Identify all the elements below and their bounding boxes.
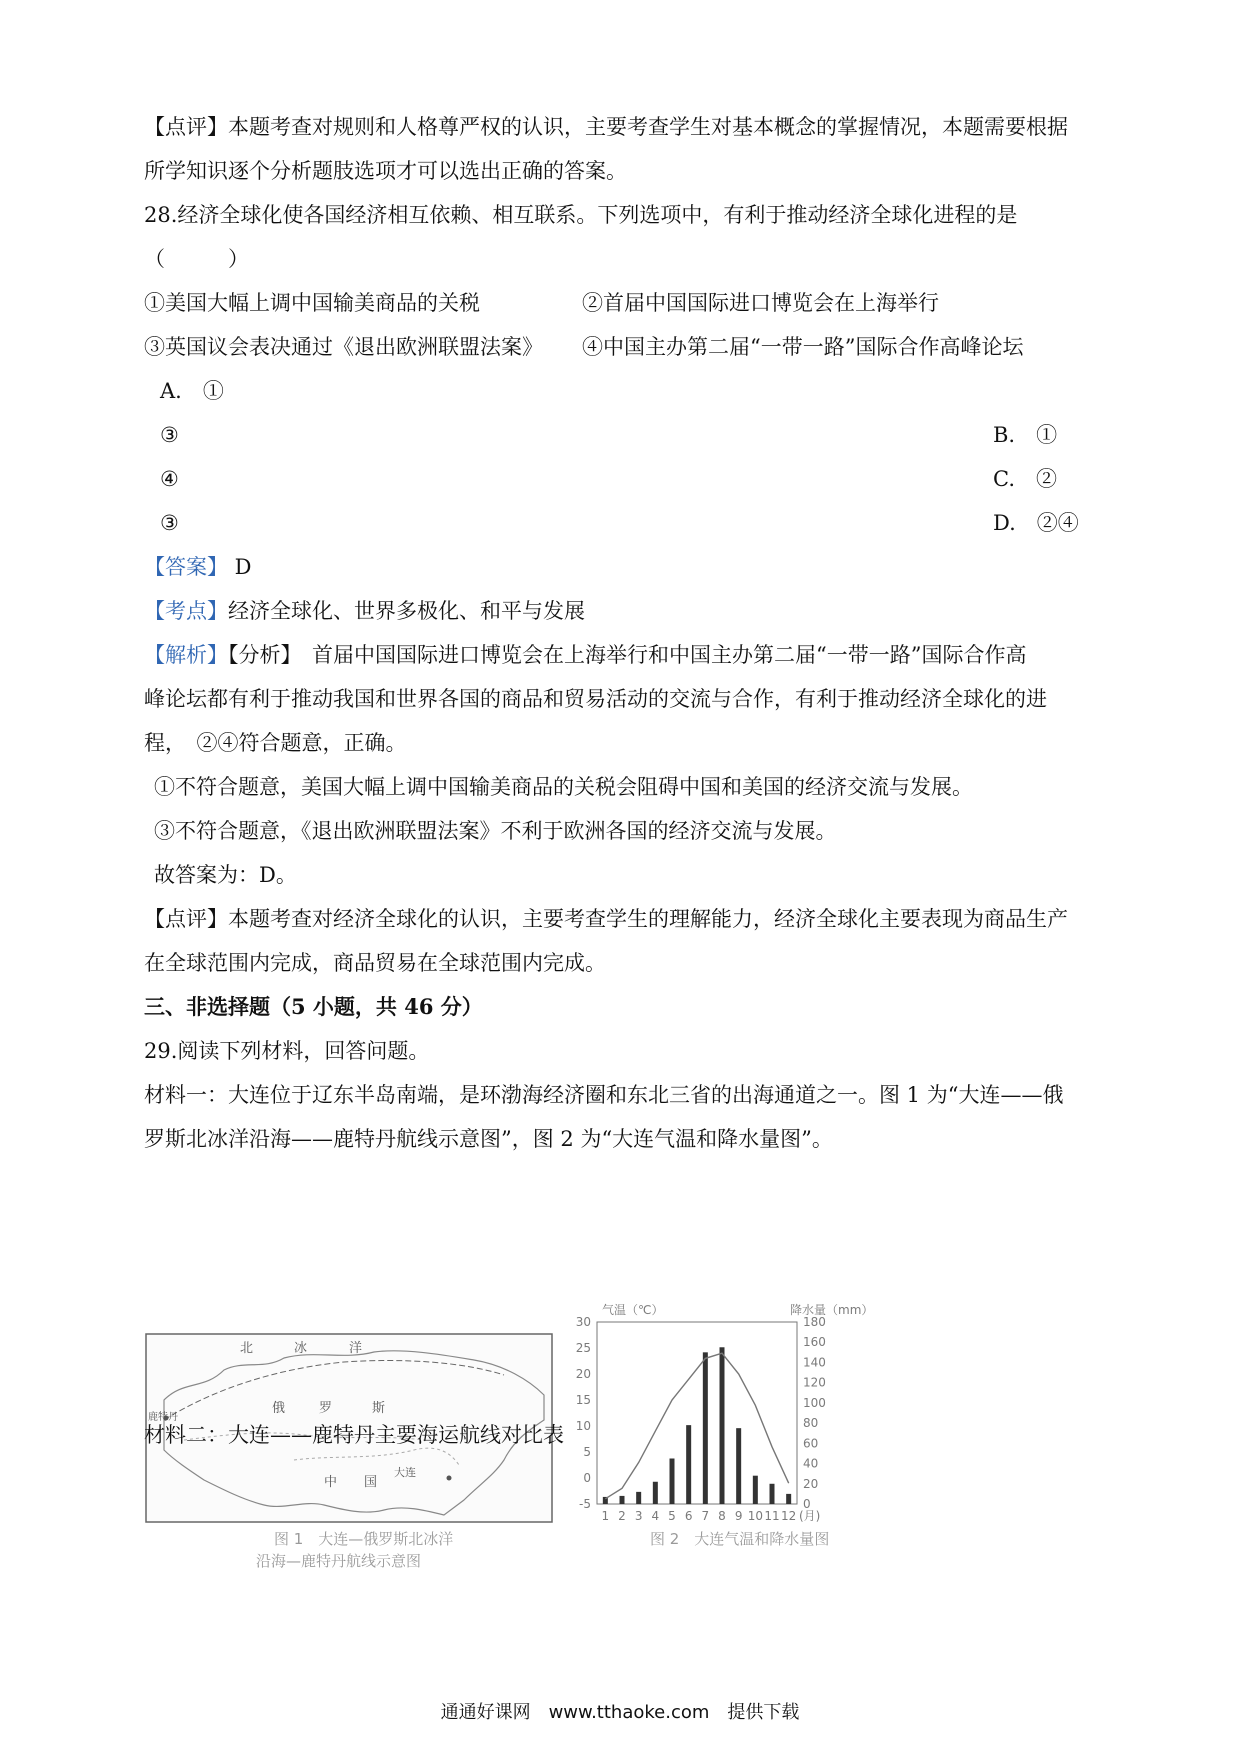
chart-bar xyxy=(670,1459,675,1505)
chart-bar xyxy=(636,1492,641,1504)
chart-bar xyxy=(720,1347,725,1504)
chart-left-tick-label: 20 xyxy=(575,1367,591,1381)
q28-answer xyxy=(144,552,252,582)
q28-paren: （ ） xyxy=(144,247,249,271)
chart-x-tick-label: 11 xyxy=(764,1509,780,1523)
footer[interactable]: 通通好课网 www.tthaoke.com 提供下载 xyxy=(440,1702,800,1723)
chart-x-unit: (月) xyxy=(799,1509,821,1523)
chart-x-tick-label: 10 xyxy=(747,1509,763,1523)
section-title: 三、非选择题（5 小题，共 46 分） xyxy=(144,994,483,1019)
chart-bar xyxy=(686,1425,691,1504)
figure-1-caption-1: 图 1 大连—俄罗斯北冰洋 xyxy=(274,1530,454,1548)
chart-right-tick-label: 160 xyxy=(803,1335,826,1350)
chart-right-tick-label: 80 xyxy=(803,1416,819,1431)
review-text-3: 本题考查对经济全球化的认识，主要考查学生的理解能力，经济全球化主要表现为商品生产 xyxy=(228,907,1068,931)
chart-bar xyxy=(620,1496,625,1504)
map-label-yang: 洋 xyxy=(349,1341,363,1356)
map-label-dalian: 大连 xyxy=(394,1466,416,1479)
analysis-text-1: 首届中国国际进口博览会在上海举行和中国主办第二届“一带一路”国际合作高 xyxy=(291,643,1027,667)
chart-caption: 图 2 大连气温和降水量图 xyxy=(650,1530,830,1548)
chart-right-tick-label: 40 xyxy=(803,1456,819,1471)
chart-right-tick-label: 180 xyxy=(803,1315,826,1329)
map-label-guo: 国 xyxy=(364,1475,378,1490)
q28-analysis-1 xyxy=(144,640,1026,670)
chart-x-tick-label: 1 xyxy=(601,1509,610,1523)
map-label-si: 斯 xyxy=(372,1401,386,1416)
q28-analysis-3: 程， ②④符合题意，正确。 xyxy=(144,731,407,755)
q29-stem: 29.阅读下列材料，回答问题。 xyxy=(144,1039,430,1063)
q29-material-1-line-2: 罗斯北冰洋沿海——鹿特丹航线示意图”，图 2 为“大连气温和降水量图”。 xyxy=(144,1127,833,1151)
chart-left-tick-label: 0 xyxy=(583,1471,591,1485)
chart-x-tick-label: 5 xyxy=(668,1509,676,1523)
q28-stem: 28.经济全球化使各国经济相互依赖、相互联系。下列选项中，有利于推动经济全球化进程的是 xyxy=(144,203,1018,227)
chart-x-tick-label: 4 xyxy=(651,1509,660,1523)
q28-option-a[interactable]: A. ① xyxy=(160,379,224,403)
chart-x-tick-label: 6 xyxy=(684,1509,693,1523)
map-label-e: 俄 xyxy=(272,1401,286,1416)
q29-material-1-line-1: 材料一：大连位于辽东半岛南端，是环渤海经济圈和东北三省的出海通道之一。图 1 为“大连——俄 xyxy=(144,1083,1064,1107)
chart-x-tick-label: 2 xyxy=(618,1509,626,1523)
chart-left-tick-label: 30 xyxy=(575,1315,591,1329)
map-label-bing: 冰 xyxy=(294,1341,308,1356)
q28-analysis-2: 峰论坛都有利于推动我国和世界各国的商品和贸易活动的交流与合作，有利于推动经济全球化的进 xyxy=(144,687,1047,711)
review-prev xyxy=(144,112,1068,142)
chart-x-tick-label: 9 xyxy=(734,1509,743,1523)
chart-temperature-line xyxy=(605,1353,788,1499)
chart-bar xyxy=(653,1482,658,1504)
q28-item-1: ①美国大幅上调中国输美商品的关税 xyxy=(144,291,480,315)
answer-tag: 【答案】 xyxy=(144,555,228,579)
chart-right-tick-label: 60 xyxy=(803,1436,819,1451)
chart-left-tick-label: -5 xyxy=(579,1497,591,1511)
chart-left-tick-label: 10 xyxy=(575,1419,591,1433)
chart-x-tick-label: 12 xyxy=(781,1509,797,1523)
chart-right-tick-label: 100 xyxy=(803,1395,826,1410)
q28-item-2: ②首届中国国际进口博览会在上海举行 xyxy=(582,291,939,315)
q28-conclusion: 故答案为：D。 xyxy=(154,863,297,887)
q28-review-1 xyxy=(144,904,1068,934)
chart-bar xyxy=(703,1352,708,1504)
chart-bar xyxy=(770,1484,775,1504)
analysis-sub-tag: 【分析】 xyxy=(228,643,291,667)
review-text-2: 所学知识逐个分析题肢选项才可以选出正确的答案。 xyxy=(144,159,627,183)
q28-option-c-cont: ③ xyxy=(160,511,179,535)
chart-right-tick-label: 120 xyxy=(803,1375,826,1390)
chart-left-tick-label: 5 xyxy=(583,1445,591,1459)
chart-right-tick-label: 140 xyxy=(803,1355,826,1370)
answer-value: D xyxy=(228,555,252,579)
q29-material-2: 材料二：大连——鹿特丹主要海运航线对比表 xyxy=(144,1423,564,1447)
q28-option-b-cont: ④ xyxy=(160,467,179,491)
q28-option-a-cont: ③ xyxy=(160,423,179,447)
review-tag-2: 【点评】 xyxy=(144,907,228,931)
figure-1-caption-2: 沿海—鹿特丹航线示意图 xyxy=(256,1552,422,1570)
q28-review-2: 在全球范围内完成，商品贸易在全球范围内完成。 xyxy=(144,951,606,975)
analysis-tag: 【解析】 xyxy=(144,643,228,667)
chart-right-tick-label: 20 xyxy=(803,1476,819,1491)
chart-right-tick-label: 0 xyxy=(803,1497,811,1511)
map-label-bei: 北 xyxy=(240,1341,254,1356)
figure-2-climate-chart xyxy=(576,1302,874,1548)
q28-analysis-5: ③不符合题意，《退出欧洲联盟法案》不利于欧洲各国的经济交流与发展。 xyxy=(154,819,837,843)
chart-bar xyxy=(786,1494,791,1504)
chart-x-tick-label: 7 xyxy=(701,1509,710,1523)
chart-x-tick-label: 8 xyxy=(718,1509,726,1523)
chart-bar xyxy=(736,1428,741,1504)
chart-ylabel-left: 气温（℃） xyxy=(602,1303,664,1317)
point-tag: 【考点】 xyxy=(144,599,228,623)
review-tag: 【点评】 xyxy=(144,115,228,139)
chart-left-tick-label: 15 xyxy=(575,1393,591,1407)
q28-point xyxy=(144,596,585,626)
point-text: 经济全球化、世界多极化、和平与发展 xyxy=(228,599,585,623)
q28-item-3: ③英国议会表决通过《退出欧洲联盟法案》 xyxy=(144,335,543,359)
map-label-zhong: 中 xyxy=(324,1475,338,1490)
chart-ylabel-right: 降水量（mm） xyxy=(790,1303,874,1317)
figure-1-map xyxy=(146,1334,552,1570)
q28-item-4: ④中国主办第二届“一带一路”国际合作高峰论坛 xyxy=(582,335,1024,359)
q28-analysis-4: ①不符合题意，美国大幅上调中国输美商品的关税会阻碍中国和美国的经济交流与发展。 xyxy=(154,775,973,799)
q28-option-c[interactable]: C. ② xyxy=(993,467,1057,491)
chart-left-tick-label: 25 xyxy=(575,1341,591,1355)
chart-bar xyxy=(753,1476,758,1504)
chart-x-tick-label: 3 xyxy=(634,1509,643,1523)
review-text-1: 本题考查对规则和人格尊严权的认识，主要考查学生对基本概念的掌握情况，本题需要根据 xyxy=(228,115,1068,139)
q28-option-d[interactable]: D. ②④ xyxy=(993,511,1079,535)
q28-option-b[interactable]: B. ① xyxy=(993,423,1058,447)
map-label-rotterdam: 鹿特丹 xyxy=(148,1412,178,1423)
map-label-luo: 罗 xyxy=(319,1401,333,1416)
